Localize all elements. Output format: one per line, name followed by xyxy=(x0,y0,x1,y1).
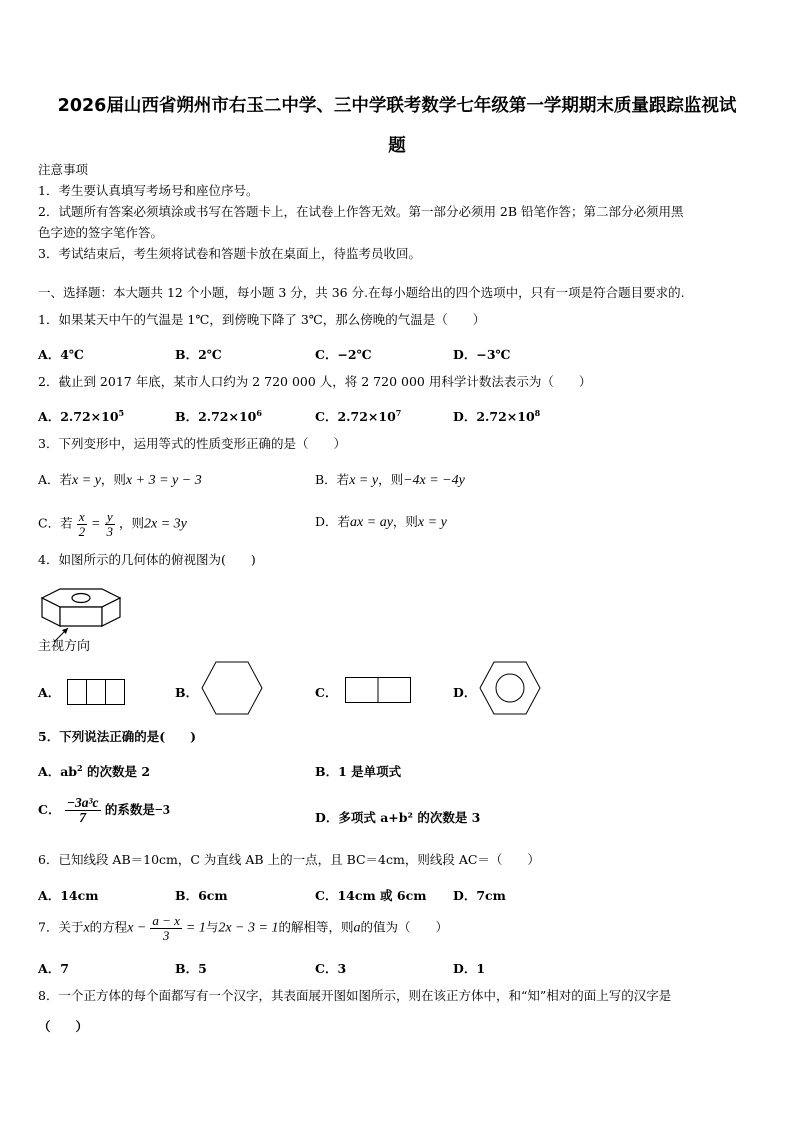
q5-c-post: 的系数是 xyxy=(104,802,155,818)
q3-c-result: 2x = 3y xyxy=(143,516,187,532)
q1-option-b: B．2℃ xyxy=(175,347,222,362)
q1-stem: 1．如果某天中午的气温是 1℃，到傍晚下降了 3℃，那么傍晚的气温是（ ） xyxy=(38,312,486,327)
notice-item-3: 3．考试结束后，考生须将试卷和答题卡放在桌面上，待监考员收回。 xyxy=(38,246,421,261)
q2-option-b-base: B．2.72×10 xyxy=(175,409,257,424)
q5-a-post: 的次数是 2 xyxy=(82,764,151,779)
q5-c-pre: C． xyxy=(38,802,61,818)
q3-c-then: ，则 xyxy=(118,515,144,531)
q3-b-result: −4x = −4y xyxy=(403,473,465,488)
q7-eq-right: = 1 xyxy=(185,920,206,936)
q2-option-a xyxy=(38,407,124,425)
q7-option-b: B．5 xyxy=(175,961,207,976)
q6-stem: 6．已知线段 AB＝10cm，C 为直线 AB 上的一点，且 BC＝4cm，则线段 AC＝（ ） xyxy=(38,852,540,867)
q2-option-d-exp: 8 xyxy=(534,407,541,418)
q4-option-c-figure xyxy=(345,677,413,705)
q7-var-a: a xyxy=(353,920,361,936)
q7-frac-den: 3 xyxy=(162,927,170,943)
q7-fraction xyxy=(150,914,182,942)
q3-a-prefix: A．若 xyxy=(38,472,73,487)
q3-option-b xyxy=(315,474,465,488)
q2-option-a-exp: 5 xyxy=(118,407,125,418)
q7-mid1: 的方程 xyxy=(89,919,128,935)
q7-post: 的值为（ ） xyxy=(360,919,448,935)
q4-option-d-label: D． xyxy=(453,685,477,700)
view-direction-label: 主视方向 xyxy=(38,639,91,654)
q2-option-c-exp: 7 xyxy=(395,407,402,418)
q6-option-b: B．6cm xyxy=(175,888,228,903)
q3-d-condition: ax = ay xyxy=(350,515,393,530)
q2-option-b-exp: 6 xyxy=(256,407,262,418)
q3-option-c xyxy=(38,510,187,538)
q1-option-c: C．−2℃ xyxy=(315,347,372,362)
q7-var-x: x xyxy=(83,920,90,936)
q6-option-c: C．14cm 或 6cm xyxy=(315,888,427,903)
q7-frac-num: a − x xyxy=(152,913,180,928)
q3-b-then: ，则 xyxy=(378,472,404,487)
q2-option-b xyxy=(175,407,262,425)
q6-option-d: D．7cm xyxy=(453,888,506,903)
notice-item-2: 2．试题所有答案必须填涂或书写在答题卡上，在试卷上作答无效。第一部分必须用 2B 铅笔作答；第二部分必须用黑 xyxy=(38,204,684,219)
q3-d-result: x = y xyxy=(417,515,447,530)
q5-option-c xyxy=(38,796,170,825)
q2-stem: 2．截止到 2017 年底，某市人口约为 2 720 000 人，将 2 720 000 用科学计数法表示为（ ） xyxy=(38,374,592,389)
q3-c-fraction-1 xyxy=(77,510,88,538)
q8-answer-blank: （ ） xyxy=(38,1019,89,1034)
q5-stem: 5．下列说法正确的是( ) xyxy=(38,729,197,744)
q3-c-equals: = xyxy=(91,516,101,532)
q4-option-d-figure xyxy=(478,660,542,716)
q2-option-d-base: D．2.72×10 xyxy=(453,409,535,424)
q3-d-then: ，则 xyxy=(392,514,418,529)
q3-option-a xyxy=(38,474,202,488)
q3-b-prefix: B．若 xyxy=(315,472,350,487)
exam-title-line-1: 2026届山西省朔州市右玉二中学、三中学联考数学七年级第一学期期末质量跟踪监视试 xyxy=(57,96,737,116)
q7-mid2: 与 xyxy=(205,919,219,935)
q3-a-then: ，则 xyxy=(100,472,126,487)
q5-c-denominator: 7 xyxy=(79,810,87,826)
q1-option-d: D．−3℃ xyxy=(453,347,511,362)
q4-option-a-label: A． xyxy=(38,685,61,700)
exam-title-line-2: 题 xyxy=(388,136,406,156)
q3-c-frac1-num: x xyxy=(78,509,85,524)
q4-option-b-label: B． xyxy=(175,685,199,700)
q3-c-frac2-num: y xyxy=(106,509,113,524)
section-heading: 一、选择题：本大题共 12 个小题，每小题 3 分，共 36 分.在每小题给出的四个选项中，只有一项是符合题目要求的. xyxy=(38,285,685,300)
q1-option-a: A．4℃ xyxy=(38,347,84,362)
q7-option-c: C．3 xyxy=(315,961,347,976)
q5-c-numerator: −3a³c xyxy=(66,795,99,810)
q3-a-result: x + 3 = y − 3 xyxy=(125,473,202,488)
q4-option-a-figure xyxy=(67,679,127,707)
q7-eq-left: x − xyxy=(127,920,147,936)
q5-option-b: B．1 是单项式 xyxy=(315,764,402,779)
q7-pre: 7．关于 xyxy=(38,919,84,935)
q3-c-prefix: C．若 xyxy=(38,515,73,531)
q4-option-b-figure xyxy=(200,660,264,716)
hex-prism-figure xyxy=(38,586,128,646)
q4-stem: 4．如图所示的几何体的俯视图为( ) xyxy=(38,552,256,567)
q3-c-frac2-den: 3 xyxy=(106,523,113,539)
q3-a-condition: x = y xyxy=(72,473,101,488)
q5-a-exp: 2 xyxy=(77,762,83,773)
q2-option-a-base: A．2.72×10 xyxy=(38,409,119,424)
q3-c-frac1-den: 2 xyxy=(78,523,86,539)
q3-option-d xyxy=(315,516,447,530)
q5-option-a xyxy=(38,762,150,780)
notice-item-1: 1．考生要认真填写考场号和座位序号。 xyxy=(38,183,259,198)
q3-c-fraction-2 xyxy=(104,510,115,538)
q3-d-prefix: D．若 xyxy=(315,514,351,529)
q4-option-c-label: C． xyxy=(315,685,338,700)
notice-heading: 注意事项 xyxy=(38,162,89,177)
q5-option-d: D．多项式 a+b² 的次数是 3 xyxy=(315,810,481,825)
q3-stem: 3．下列变形中，运用等式的性质变形正确的是（ ） xyxy=(38,436,346,451)
q6-option-a: A．14cm xyxy=(38,888,99,903)
q2-option-d xyxy=(453,407,540,425)
q7-option-a: A．7 xyxy=(38,961,69,976)
q7-eq2: 2x − 3 = 1 xyxy=(218,920,279,936)
q7-stem xyxy=(38,914,448,942)
q2-option-c xyxy=(315,407,401,425)
q2-option-c-base: C．2.72×10 xyxy=(315,409,396,424)
q5-c-value: −3 xyxy=(154,803,170,819)
q5-c-fraction xyxy=(65,796,101,825)
q5-a-pre: A．ab xyxy=(38,764,78,779)
q8-stem: 8．一个正方体的每个面都写有一个汉字，其表面展开图如图所示，则在该正方体中，和“知”相对的面上写的汉字是 xyxy=(38,988,672,1003)
q7-mid3: 的解相等，则 xyxy=(278,919,354,935)
notice-item-2-cont: 色字迹的签字笔作答。 xyxy=(38,225,164,240)
q3-b-condition: x = y xyxy=(349,473,379,488)
q7-option-d: D．1 xyxy=(453,961,486,976)
